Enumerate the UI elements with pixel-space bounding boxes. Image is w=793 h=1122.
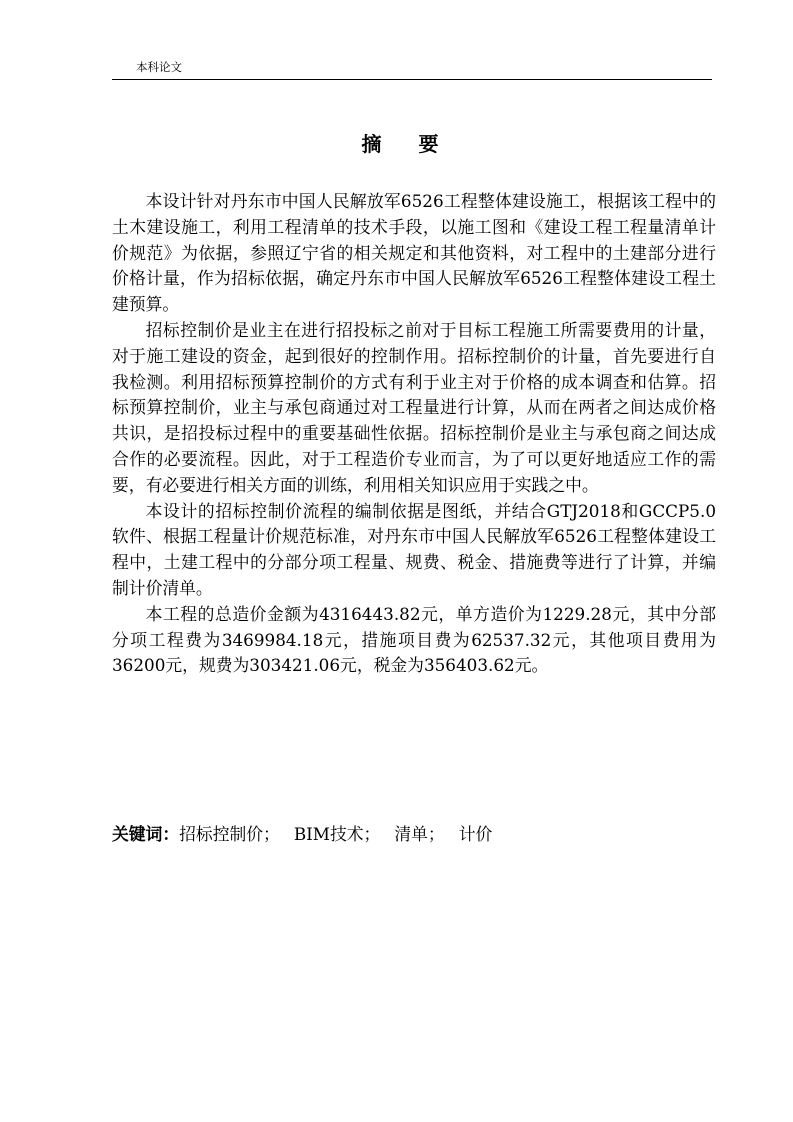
abstract-paragraph-1: 本设计针对丹东市中国人民解放军6526工程整体建设施工，根据该工程中的土木建设施工，利用工程清单的技术手段，以施工图和《建设工程工程量清单计价规范》为依据，参照辽宁省的相关规定和其他资料，对工程中的土建部分进行价格计量，作为招标依据，确定丹东市中国人民解放军6526工程整体建设工程土建预算。 bbox=[112, 191, 716, 315]
abstract-paragraph-2: 招标控制价是业主在进行招投标之前对于目标工程施工所需要费用的计量，对于施工建设的资金，起到很好的控制作用。招标控制价的计量，首先要进行自我检测。利用招标预算控制价的方式有利于业主对于价格的成本调查和估算。招标预算控制价，业主与承包商通过对工程量进行计算，从而在两者之间达成价格共识，是招投标过程中的重要基础性依据。招标控制价是业主与承包商之间达成合作的必要流程。因此，对于工程造价专业而言，为了可以更好地适应工作的需要，有必要进行相关方面的训练，利用相关知识应用于实践之中。 bbox=[112, 319, 716, 495]
keyword-item: 清单； bbox=[394, 824, 445, 844]
keyword-item: BIM技术； bbox=[293, 824, 381, 844]
abstract-paragraph-3: 本设计的招标控制价流程的编制依据是图纸，并结合GTJ2018和GCCP5.0软件、根据工程量计价规范标准，对丹东市中国人民解放军6526工程整体建设工程中，土建工程中的分部分项工程量、规费、税金、措施费等进行了计算，并编制计价清单。 bbox=[112, 500, 716, 598]
keywords-line bbox=[112, 821, 716, 847]
abstract-body bbox=[112, 189, 716, 679]
abstract-title: 摘要 bbox=[361, 132, 476, 156]
running-header: 本科论文 bbox=[136, 60, 182, 74]
keyword-item: 招标控制价； bbox=[179, 824, 280, 844]
keyword-item: 计价 bbox=[458, 824, 493, 844]
header-divider bbox=[112, 79, 712, 80]
keywords-label: 关键词： bbox=[112, 824, 180, 844]
abstract-paragraph-4: 本工程的总造价金额为4316443.82元，单方造价为1229.28元，其中分部分项工程费为3469984.18元，措施项目费为62537.32元，其他项目费用为36200元，规费为303421.06元，税金为356403.62元。 bbox=[112, 603, 716, 676]
